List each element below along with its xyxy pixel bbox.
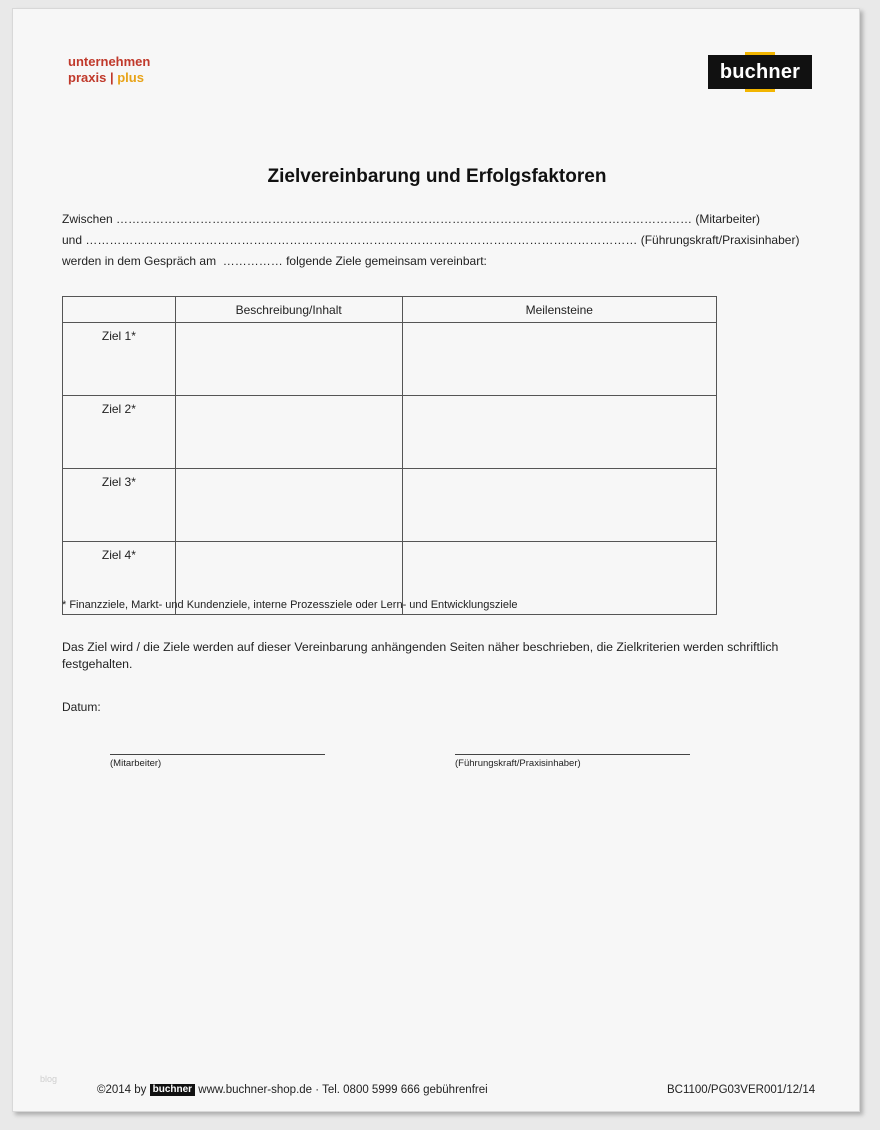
footer-contact: www.buchner-shop.de · Tel. 0800 5999 666 gebührenfrei (198, 1084, 488, 1096)
goal-label: Ziel 2* (63, 396, 176, 469)
brand-separator: | (109, 70, 114, 85)
buchner-logo: buchner (708, 55, 812, 89)
manager-signature-line[interactable] (455, 754, 690, 755)
employee-signature-line[interactable] (110, 754, 325, 755)
intro-goals-text: folgende Ziele gemeinsam vereinbart: (286, 254, 487, 268)
goal-label: Ziel 3* (63, 469, 176, 542)
intro-zwischen-label: Zwischen (62, 212, 113, 226)
brand-wordmark-line1: unternehmen (68, 54, 151, 69)
document-page (12, 8, 860, 1112)
header-beschreibung: Beschreibung/Inhalt (175, 297, 402, 323)
brand-wordmark-line2 (68, 71, 144, 85)
header-meilensteine: Meilensteine (402, 297, 716, 323)
logo-accent-bottom (745, 89, 775, 92)
manager-name-blank[interactable]: ………………………………………………………………………………………………………………………… (85, 233, 638, 247)
employee-name-blank[interactable]: ……………………………………………………………………………………………………………………………… (116, 212, 693, 226)
brand-plus: plus (117, 70, 144, 85)
intro-line-manager (62, 233, 799, 247)
goal-description-cell[interactable] (175, 469, 402, 542)
intro-line-date (62, 254, 487, 268)
goals-table (62, 296, 717, 615)
footer-buchner-logo: buchner (150, 1084, 195, 1096)
footer-document-code: BC1100/PG03VER001/12/14 (667, 1084, 816, 1096)
manager-signature-label: (Führungskraft/Praxisinhaber) (455, 758, 581, 769)
goal-milestones-cell[interactable] (402, 323, 716, 396)
table-row (63, 396, 717, 469)
goal-description-cell[interactable] (175, 396, 402, 469)
intro-und-label: und (62, 233, 83, 247)
goal-description-cell[interactable] (175, 323, 402, 396)
table-row (63, 469, 717, 542)
goal-milestones-cell[interactable] (402, 396, 716, 469)
datum-label: Datum: (62, 700, 101, 714)
goal-label: Ziel 1* (63, 323, 176, 396)
goals-table-header (63, 297, 717, 323)
footer-copyright-text: ©2014 by (97, 1084, 147, 1096)
watermark-text: blog (40, 1074, 58, 1084)
table-footnote: * Finanzziele, Markt- und Kundenziele, interne Prozessziele oder Lern- und Entwicklungsziele (62, 599, 518, 611)
goal-milestones-cell[interactable] (402, 469, 716, 542)
goal-label: Ziel 4* (63, 542, 176, 615)
intro-line-employee (62, 212, 760, 226)
header-empty (63, 297, 176, 323)
table-row (63, 323, 717, 396)
brand-praxis: praxis (68, 70, 107, 85)
document-title: Zielvereinbarung und Erfolgsfaktoren (267, 166, 607, 187)
meeting-date-blank[interactable]: …………… (222, 254, 283, 268)
manager-role-label: (Führungskraft/Praxisinhaber) (640, 233, 800, 247)
description-paragraph: Das Ziel wird / die Ziele werden auf dieser Vereinbarung anhängenden Seiten näher beschrieben, die Zielkriterien werden schriftlich festgehalten. (62, 640, 779, 671)
intro-date-text: werden in dem Gespräch am (62, 254, 217, 268)
footer-copyright (97, 1084, 488, 1096)
employee-role-label: (Mitarbeiter) (695, 212, 761, 226)
employee-signature-label: (Mitarbeiter) (110, 758, 162, 769)
